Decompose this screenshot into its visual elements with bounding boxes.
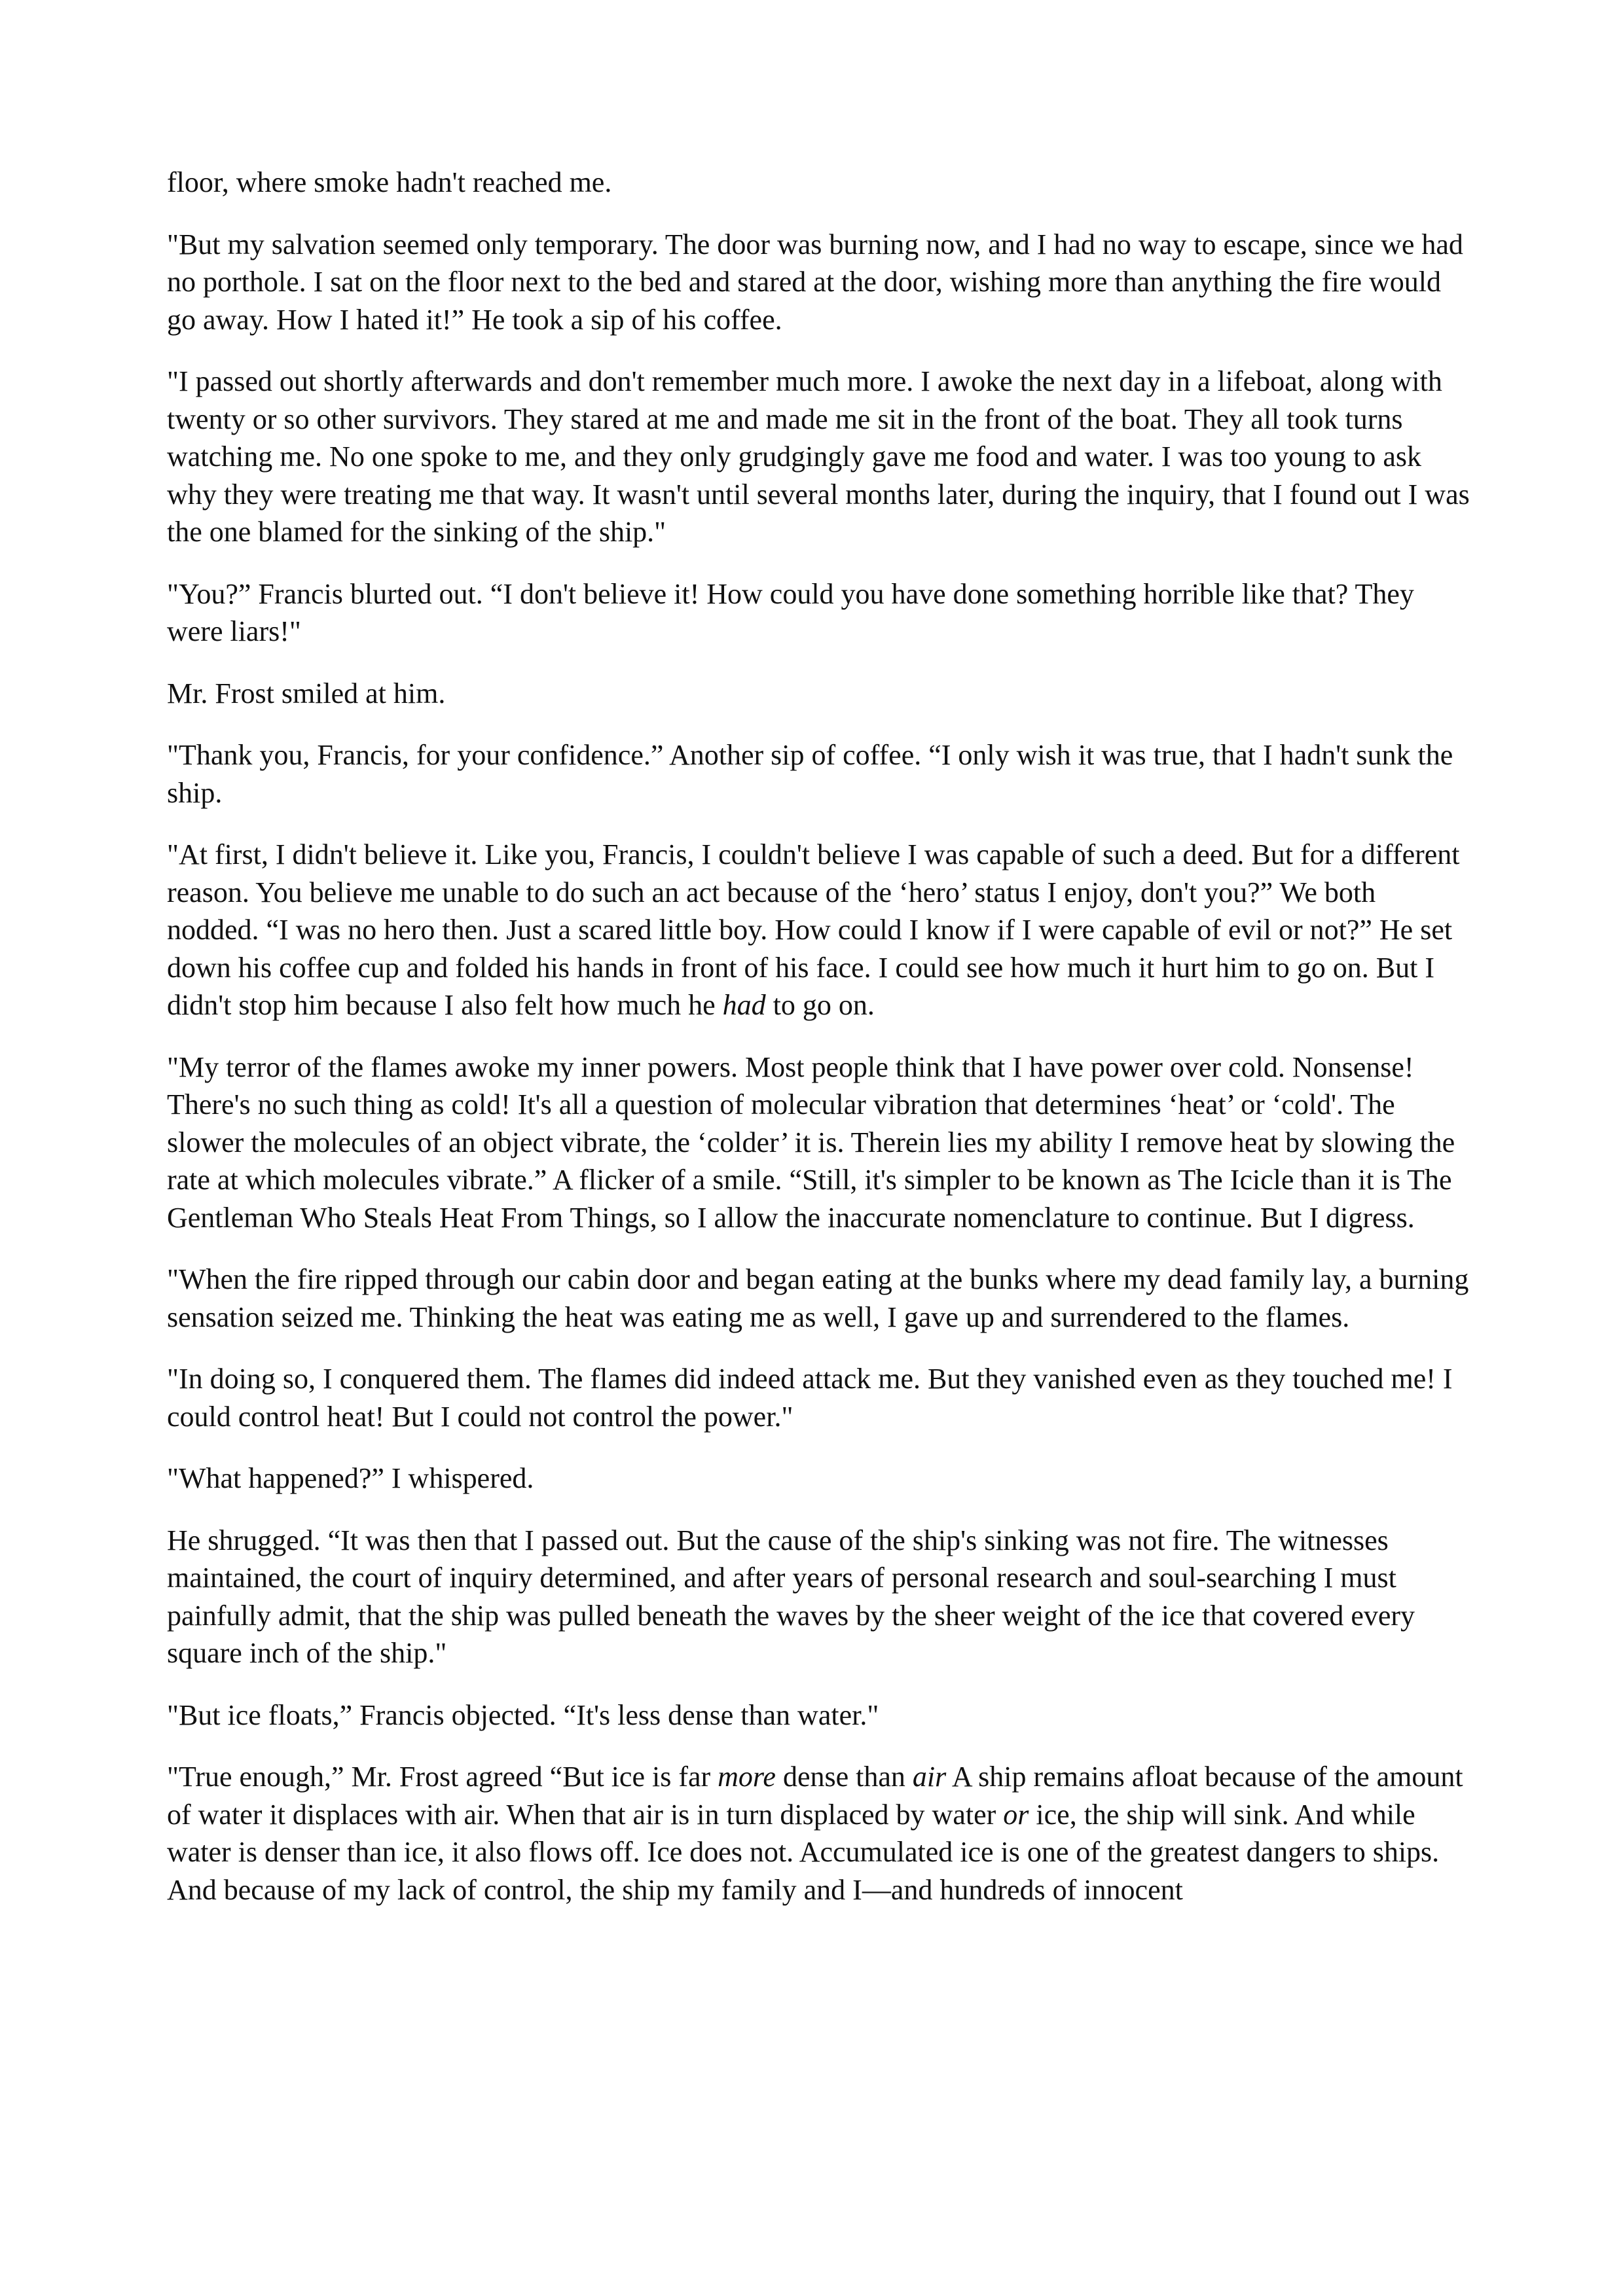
paragraph: "When the fire ripped through our cabin door and began eating at the bunks where my dead family lay, a burning sensation seized me. Thinking the heat was eating me as well, I gave up and surrendered to the flames. (167, 1263, 1469, 1333)
paragraph: "But ice floats,” Francis objected. “It's less dense than water." (167, 1698, 879, 1731)
emphasis: air (912, 1761, 947, 1793)
paragraph: He shrugged. “It was then that I passed out. But the cause of the ship's sinking was not fire. The witnesses maintained, the court of inquiry determined, and after years of personal research and soul-searching I must painfully admit, that the ship was pulled beneath the waves by the sheer weight of the ice that covered every square inch of the ship." (167, 1524, 1415, 1669)
emphasis: had (722, 989, 766, 1021)
paragraph: "My terror of the flames awoke my inner powers. Most people think that I have power over cold. Nonsense! There's no such thing as cold! It's all a question of molecular vibration that determines ‘heat’ or ‘cold'. The slower the molecules of an object vibrate, the ‘colder’ it is. Therein lies my ability I remove heat by slowing the rate at which molecules vibrate.” A flicker of a smile. “Still, it's simpler to be known as The Icicle than it is The Gentleman Who Steals Heat From Things, so I allow the inaccurate nomenclature to continue. But I digress. (167, 1050, 1455, 1234)
paragraph: Mr. Frost smiled at him. (167, 677, 446, 709)
paragraph: "You?” Francis blurted out. “I don't believe it! How could you have done something horrible like that? They were liars!" (167, 577, 1414, 647)
paragraph: "I passed out shortly afterwards and don't remember much more. I awoke the next day in a lifeboat, along with twenty or so other survivors. They stared at me and made me sit in the front of the boat. They all took turns watching me. No one spoke to me, and they only grudgingly gave me food and water. I was too young to ask why they were treating me that way. It wasn't until several months later, during the inquiry, that I found out I was the one blamed for the sinking of the ship." (167, 365, 1470, 548)
paragraph: "Thank you, Francis, for your confidence.” Another sip of coffee. “I only wish it was true, that I hadn't sunk the ship. (167, 739, 1453, 809)
emphasis: more (718, 1761, 776, 1793)
document-page (167, 164, 1470, 1933)
paragraph: "But my salvation seemed only temporary. The door was burning now, and I had no way to escape, since we had no porthole. I sat on the floor next to the bed and stared at the door, wishing more than anything the fire would go away. How I hated it!” He took a sip of his coffee. (167, 228, 1463, 336)
paragraph: "True enough,” Mr. Frost agreed “But ice is far more dense than air A ship remains afloat because of the amount of water it displaces with air. When that air is in turn displaced by water or ice, the ship will sink. And while water is denser than ice, it also flows off. Ice does not. Accumulated ice is one of the greatest dangers to ships. And because of my lack of control, the ship my family and I—and hundreds of innocent (167, 1761, 1463, 1906)
paragraph: "What happened?” I whispered. (167, 1462, 534, 1494)
paragraph: "In doing so, I conquered them. The flames did indeed attack me. But they vanished even as they touched me! I could control heat! But I could not control the power." (167, 1363, 1453, 1433)
emphasis: or (1003, 1798, 1029, 1831)
paragraph: floor, where smoke hadn't reached me. (167, 166, 612, 198)
paragraph: "At first, I didn't believe it. Like you, Francis, I couldn't believe I was capable of such a deed. But for a different reason. You believe me unable to do such an act because of the ‘hero’ status I enjoy, don't you?” We both nodded. “I was no hero then. Just a scared little boy. How could I know if I were capable of evil or not?” He set down his coffee cup and folded his hands in front of his face. I could see how much it hurt him to go on. But I didn't stop him because I also felt how much he had to go on. (167, 838, 1460, 1021)
